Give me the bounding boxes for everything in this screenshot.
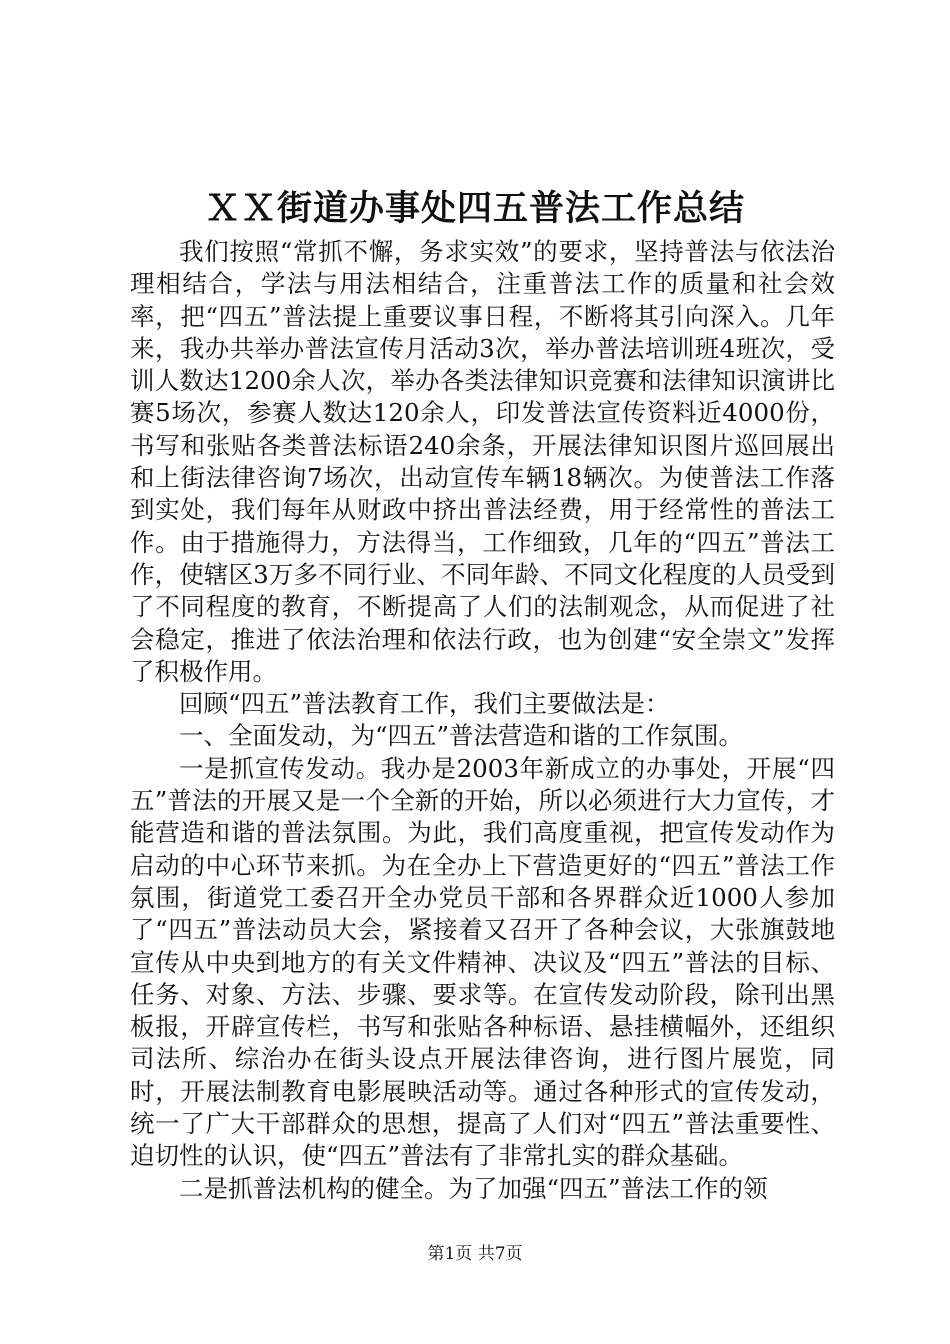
paragraph-publicity: 一是抓宣传发动。我办是2003年新成立的办事处，开展“四五”普法的开展又是一个全新的开始，所以必须进行大力宣传，才能营造和谐的普法氛围。为此，我们高度重视，把宣传发动作为启动的中心环节来抓。为在全办上下营造更好的“四五”普法工作氛围，街道党工委召开全办党员干部和各界群众近1000人参加了“四五”普法动员大会，紧接着又召开了各种会议，大张旗鼓地宣传从中央到地方的有关文件精神、决议及“四五”普法的目标、任务、对象、方法、步骤、要求等。在宣传发动阶段，除刊出黑板报，开辟宣传栏，书写和张贴各种标语、悬挂横幅外，还组织司法所、综治办在街头设点开展法律咨询，进行图片展览，同时，开展法制教育电影展映活动等。通过各种形式的宣传发动，统一了广大干部群众的思想，提高了人们对“四五”普法重要性、迫切性的认识，使“四五”普法有了非常扎实的群众基础。 bbox=[130, 753, 835, 1171]
page-number: 第1页 共7页 bbox=[427, 1244, 523, 1264]
section-heading-1: 一、全面发动，为“四五”普法营造和谐的工作氛围。 bbox=[179, 721, 744, 751]
paragraph-review: 回顾“四五”普法教育工作，我们主要做法是： bbox=[179, 689, 670, 719]
document-title: ＸＸ街道办事处四五普法工作总结 bbox=[204, 188, 745, 229]
paragraph-summary: 我们按照“常抓不懈，务求实效”的要求，坚持普法与依法治理相结合，学法与用法相结合，注重普法工作的质量和社会效率，把“四五”普法提上重要议事日程，不断将其引向深入。几年来，我办共举办普法宣传月活动3次，举办普法培训班4班次，受训人数达1200余人次，举办各类法律知识竞赛和法律知识演讲比赛5场次，参赛人数达120余人，印发普法宣传资料近4000份，书写和张贴各类普法标语240余条，开展法律知识图片巡回展出和上街法律咨询7场次，出动宣传车辆18辆次。为使普法工作落到实处，我们每年从财政中挤出普法经费，用于经常性的普法工作。由于措施得力，方法得当，工作细致，几年的“四五”普法工作，使辖区3万多不同行业、不同年龄、不同文化程度的人员受到了不同程度的教育，不断提高了人们的法制观念，从而促进了社会稳定，推进了依法治理和依法行政，也为创建“安全崇文”发挥了积极作用。 bbox=[130, 237, 835, 686]
paragraph-organization: 二是抓普法机构的健全。为了加强“四五”普法工作的领 bbox=[179, 1173, 768, 1203]
document-body bbox=[130, 236, 835, 1205]
